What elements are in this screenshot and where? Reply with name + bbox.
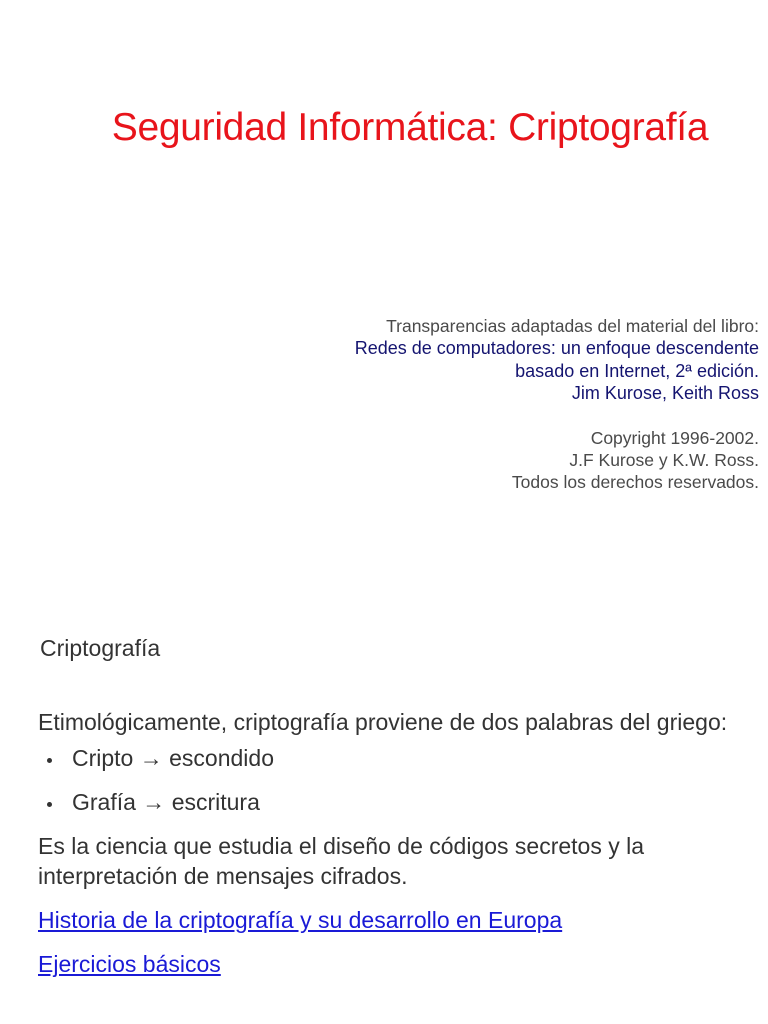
list-item-text: Grafía → escritura [72,789,260,815]
copyright-line-3: Todos los derechos reservados. [511,471,759,492]
book-authors: Jim Kurose, Keith Ross [571,383,759,403]
etymology-list [38,743,738,817]
list-item [38,787,738,817]
slide-title: Seguridad Informática: Criptografía [111,106,709,149]
section-content [38,707,738,979]
book-title-line-1: Redes de computadores: un enfoque descendente [354,338,759,358]
section-heading: Criptografía [40,635,161,661]
credits-block [355,315,759,493]
list-item [38,743,738,773]
exercises-link[interactable]: Ejercicios básicos [38,951,221,977]
list-item-text: Cripto → escondido [72,745,274,771]
bullet-icon [47,802,52,807]
copyright-line-1: Copyright 1996-2002. [590,427,759,448]
history-link[interactable]: Historia de la criptografía y su desarrollo en Europa [38,907,563,933]
copyright-block [355,427,759,493]
copyright-line-2: J.F Kurose y K.W. Ross. [569,449,759,470]
bullet-icon [47,758,52,763]
credits-intro: Transparencias adaptadas del material del libro: [386,316,759,336]
definition-paragraph: Es la ciencia que estudia el diseño de códigos secretos y la interpretación de mensajes cifrados. [38,833,645,889]
etymology-paragraph: Etimológicamente, criptografía proviene de dos palabras del griego: [38,709,728,735]
book-title-line-2: basado en Internet, 2ª edición. [515,360,759,381]
